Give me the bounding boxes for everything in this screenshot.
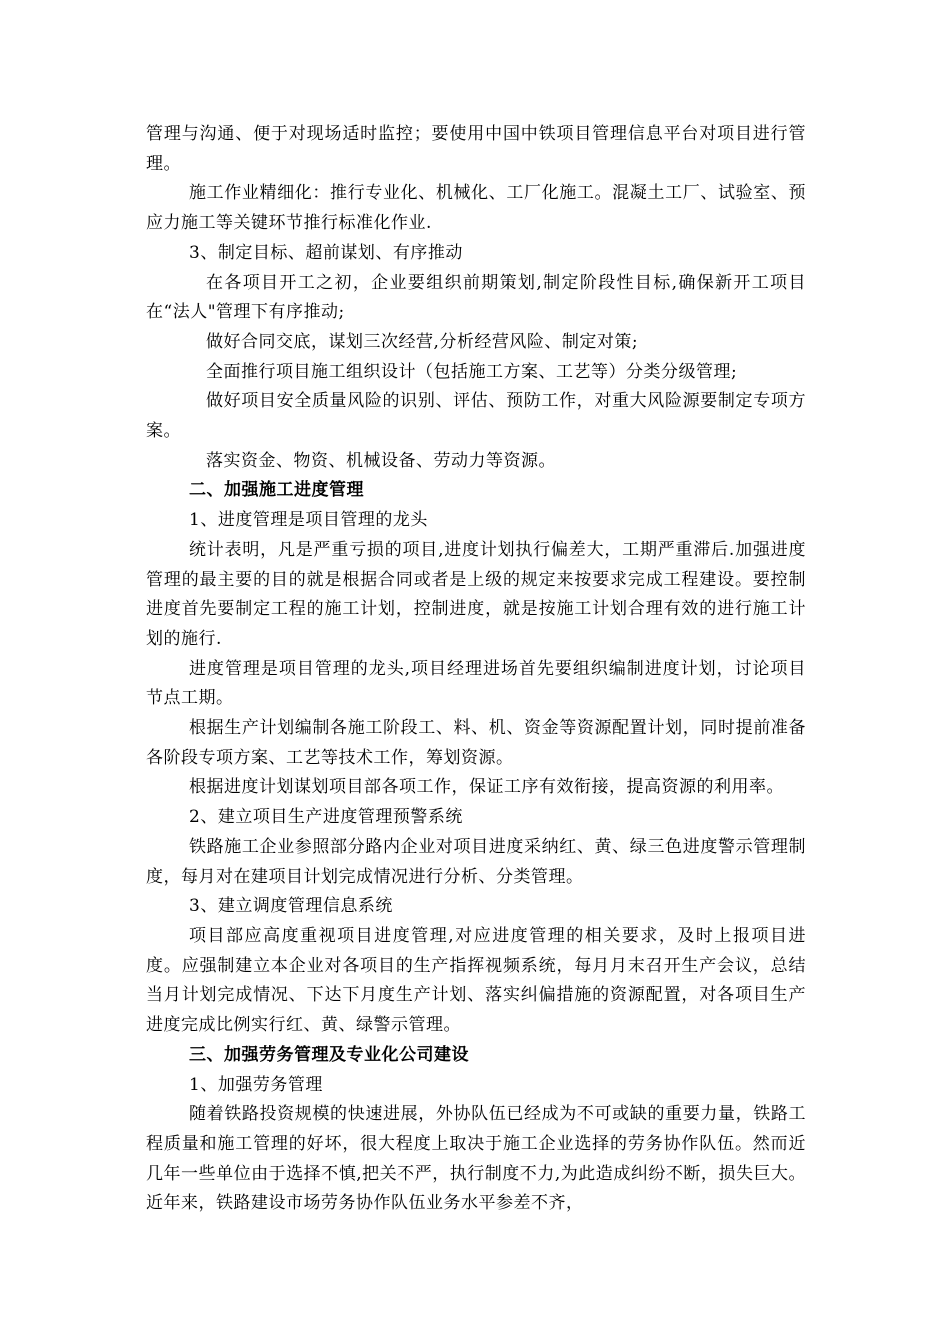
paragraph-resources: 落实资金、物资、机械设备、劳动力等资源。 <box>206 450 556 471</box>
document-body <box>146 120 806 1219</box>
paragraph-safety-risk: 做好项目安全质量风险的识别、评估、预防工作，对重大风险源要制定专项方案。 <box>146 391 806 442</box>
paragraph-early-planning: 在各项目开工之初，企业要组织前期策划,制定阶段性目标,确保新开工项目在“法人"管理下有序推动; <box>146 272 806 323</box>
paragraph-dispatch-details: 项目部应高度重视项目进度管理,对应进度管理的相关要求，及时上报项目进度。应强制建立本企业对各项目的生产指挥视频系统，每月月末召开生产会议，总结当月计划完成情况、下达下月度生产计划、落实纠偏措施的资源配置，对各项目生产进度完成比例实行红、黄、绿警示管理。 <box>146 925 806 1036</box>
paragraph-construction-design: 全面推行项目施工组织设计（包括施工方案、工艺等）分类分级管理; <box>206 361 738 382</box>
subheading-labor-management: 1、加强劳务管理 <box>189 1074 323 1095</box>
section-heading-progress-management: 二、加强施工进度管理 <box>189 480 364 501</box>
subheading-dispatch-system: 3、建立调度管理信息系统 <box>189 896 393 917</box>
paragraph-labor-teams: 随着铁路投资规模的快速进展，外协队伍已经成为不可或缺的重要力量，铁路工程质量和施工管理的好坏，很大程度上取决于施工企业选择的劳务协作队伍。然而近几年一些单位由于选择不慎,把关不严，执行制度不力,为此造成纠纷不断，损失巨大。近年来，铁路建设市场劳务协作队伍业务水平参差不齐， <box>146 1104 806 1214</box>
paragraph-three-color-warning: 铁路施工企业参照部分路内企业对项目进度采纳红、黄、绿三色进度警示管理制度，每月对在建项目计划完成情况进行分析、分类管理。 <box>146 836 806 887</box>
subheading-progress-leading: 1、进度管理是项目管理的龙头 <box>189 510 428 531</box>
paragraph-resource-plan: 根据生产计划编制各施工阶段工、料、机、资金等资源配置计划，同时提前准备各阶段专项方案、工艺等技术工作，筹划资源。 <box>146 718 806 768</box>
paragraph-progress-plan: 进度管理是项目管理的龙头,项目经理进场首先要组织编制进度计划，讨论项目节点工期。 <box>146 658 806 709</box>
paragraph-construction-refinement: 施工作业精细化：推行专业化、机械化、工厂化施工。混凝土工厂、试验室、预应力施工等关键环节推行标准化作业. <box>146 183 806 234</box>
paragraph-contract-briefing: 做好合同交底，谋划三次经营,分析经营风险、制定对策; <box>206 331 639 352</box>
subheading-warning-system: 2、建立项目生产进度管理预警系统 <box>189 807 463 828</box>
paragraph-continuation: 管理与沟通、便于对现场适时监控；要使用中国中铁项目管理信息平台对项目进行管理。 <box>146 124 806 174</box>
paragraph-statistics: 统计表明，凡是严重亏损的项目,进度计划执行偏差大，工期严重滞后.加强进度管理的最主要的目的就是根据合同或者是上级的规定来按要求完成工程建设。要控制进度首先要制定工程的施工计划，控制进度，就是按施工计划合理有效的进行施工计划的施行. <box>146 539 806 649</box>
section-heading-labor-management: 三、加强劳务管理及专业化公司建设 <box>189 1044 469 1065</box>
paragraph-process-linkage: 根据进度计划谋划项目部各项工作，保证工序有效衔接，提高资源的利用率。 <box>189 777 784 798</box>
subheading-set-targets: 3、制定目标、超前谋划、有序推动 <box>189 242 463 263</box>
